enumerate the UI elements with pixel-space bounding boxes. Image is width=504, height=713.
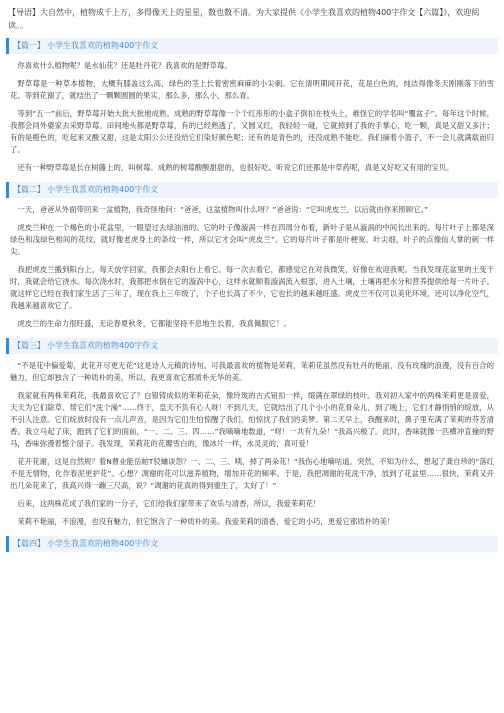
- section-tag: 【篇三】: [13, 341, 45, 350]
- section-title: 小学生我喜欢的植物400字作文: [47, 539, 159, 548]
- paragraph: 虎皮兰种在一个褐色的小花盆里，一眼望过去绿油油的。它的叶子像漩涡一样在四周分布着，新叶子是从漩涡的中间长出来的。每片叶子上都是深绿色和浅绿色相间的花纹，就好像老虎身上的条纹一样，所以它才会叫“虎皮兰”。它的每片叶子都是叶梗宽、叶尖细，叶子的点像仙人掌的刺一样尖。: [10, 223, 494, 256]
- section-heading: [6, 338, 498, 354]
- paragraph: 花开花谢，这是自然规？着N曹业能岳帕T驳蛐谈怨？一、二、三、咦，掉了两朵花！“我伤心地嘀咕道。突然，不知为什么，想起了龚自珍的“落红不是无情物，化作春泥更护花”。心想？凋谢的花可以滋养植物，增加开花的频率。于是，我把凋谢的花洗干净，放到了花盆里……很快，茉莉又开出几朵花来了，我高兴得一蹦三尺高，说？“凋谢的花真的得到重生了，太好了！”: [10, 457, 494, 490]
- section-heading: [6, 536, 498, 552]
- section-heading: [6, 38, 498, 54]
- paragraph: 我把虎皮兰搬到阳台上，每天放学回家，我都会去阳台上看它。每一次去看它，都感觉它在对我微笑，好像在欢迎我呢。当我发现花盆里的土变干时，我就会给它浇水。每次浇水时，我都把水倒在它的漩涡中心，这样水就顺着漩涡流入根部，进入土壤，土壤再把水分和营养提供给每一片叶子。就这样它已经在我们家生活了三年了，现在我上三年级了，个子也长高了不少，它也长的越来越旺盛。虎皮兰不仅可以美化环境，还可以净化空气，我越来越喜欢它了。: [10, 265, 494, 310]
- paragraph: 你喜欢什么植物呢？是水仙花？还是牡丹花？我喜欢的是野草莓。: [17, 61, 232, 70]
- section-heading: [6, 182, 498, 198]
- paragraph: 我家就有两株茉莉花，我最喜欢它了？白银铸成似的茉莉花朵，像玲珑的古式钮扣一样，缀满在翠绿的枝叶。我对初入家中的两株茉莉更是喜爱，天天为它们除草、帮它们“洗个澡”……终于，皇天不负有心人呀！不到几天，它就结出了几个小小的花骨朵儿，到了晚上，它们才静悄悄的绽放，从不引人注意。它们绽放时没有一点儿声音，是因为它们生怕惊醒了我们，怕惊扰了我们的美梦。第二天早上，我醒来时，鼻子里充满了茉莉的芬芳清香。我立马起了床，跑到了它们的面前，“一、二、三、四……”我嘀嘀地数道，“呀！一共有九朵！”我高兴极了。此时，香味就像一匹横冲直撞的野马，香味弥漫着整个屋子。我发现，茉莉花的花瓣雪白的，像冰片一样，水灵灵的，真可爱！: [10, 391, 494, 448]
- section-1: [6, 38, 498, 174]
- paragraph: 茉莉不艳丽，不浪漫，也没有魅力，但它饱含了一种质朴的美。我爱茉莉的清香，爱它的小巧，更爱它那质朴的美！: [17, 517, 395, 526]
- paragraph: 等到“五一”前后，野草莓开始大批大批地成熟。成熟的野草莓像一个个红彤彤的小盒子倒扣在枝头上，难怪它的学名叫“覆盆子”。每年这个时候，我都会同外婆家去采野草莓。田间地头都是野草莓，有的已经熟透了，又圆又红，我轻轻一碰，它就掉到了我的手掌心，吃一颗，真是又甜又多汁；有的是橙色的，吃起来又酸又甜，这是太阳公公还没给它们染好颜色呢；还有的是青色的，还没成熟不能吃。我们摘着小篮子，不一会儿就满载而归了。: [10, 109, 494, 154]
- paragraph: 虎皮兰的生命力很旺盛，无论春夏秋冬，它都能坚持不息地生长着，我真佩服它！。: [17, 319, 291, 328]
- section-title: 小学生我喜欢的植物400字作文: [47, 185, 159, 194]
- section-tag: 【篇一】: [13, 41, 45, 50]
- section-3: [6, 338, 498, 528]
- section-2: [6, 182, 498, 330]
- paragraph: 后来，这两株花成了我们家的一分子，它们给我们家带来了欢乐与清香，所以，我爱茉莉花！: [17, 499, 321, 508]
- section-tag: 【篇二】: [13, 185, 45, 194]
- intro-text: 【导语】大自然中，植物成千上万，多得像天上的星星，数也数不清。为大家提供《小学生我喜欢的植物400字作文【六篇】》，欢迎阅读。。: [8, 8, 480, 30]
- section-title: 小学生我喜欢的植物400字作文: [47, 341, 159, 350]
- paragraph: 野草莓是一种草本植物，大概有膝盖这么高，绿色的茎上长着密密麻麻的小尖刺。它在清明期间开花，花是白色的，纯洁得像冬天刚刚落下的雪花。等到花谢了，就结出了一颗颗圆圆的果实，那么多，那么小，那么青。: [10, 79, 494, 100]
- paragraph: 还有一种野草莓是长在树藤上的，叫树莓。成熟的树莓酸酸甜甜的，也很好吃。听说它们还都是中草药呢，真是又好吃又有用的宝贝。: [17, 163, 454, 172]
- section-tag: 【篇四】: [13, 539, 45, 548]
- paragraph: “不是花中偏爱菊，此花开尽更无花”这是诗人元稹的诗句。可我最喜欢的植物是茉莉，茉莉花虽然没有牡丹的艳丽，没有玫瑰的浪漫，没有百合的魅力，但它却独含了一种质朴的美，所以，我更喜欢它那质朴无华的美。: [10, 361, 494, 382]
- section-title: 小学生我喜欢的植物400字作文: [47, 41, 159, 50]
- paragraph: 一天，爸爸从外面带回来一盆植物，我奇怪地问：“爸爸，这盆植物叫什么呀？”爸爸说：“它叫虎皮兰，以后就由你来照顾它。”: [17, 205, 429, 214]
- section-4: [6, 536, 498, 552]
